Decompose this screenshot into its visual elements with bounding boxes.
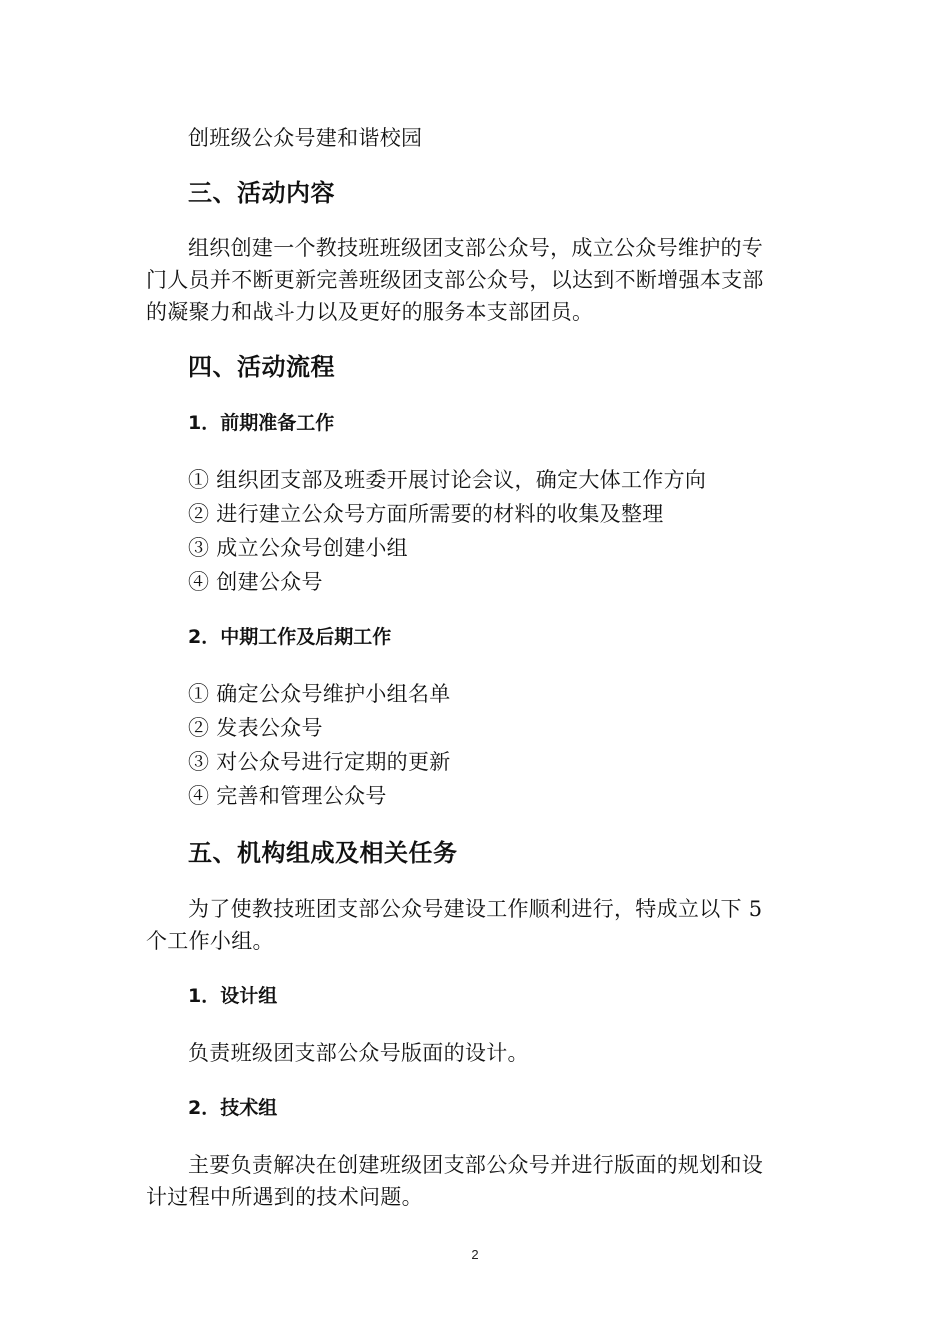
subsection-heading: 1．设计组 bbox=[188, 985, 278, 1007]
body-line: 组织创建一个教技班班级团支部公众号，成立公众号维护的专 bbox=[188, 236, 764, 260]
body-line: 创班级公众号建和谐校园 bbox=[188, 126, 423, 150]
list-item: ② 发表公众号 bbox=[188, 716, 323, 740]
subsection-heading: 2．中期工作及后期工作 bbox=[188, 626, 392, 648]
section-heading-3: 三、活动内容 bbox=[188, 179, 335, 207]
list-item: ② 进行建立公众号方面所需要的材料的收集及整理 bbox=[188, 502, 664, 526]
body-line: 计过程中所遇到的技术问题。 bbox=[146, 1185, 423, 1209]
list-item: ④ 创建公众号 bbox=[188, 570, 323, 594]
page-number: 2 bbox=[471, 1247, 479, 1262]
subsection-heading: 1．前期准备工作 bbox=[188, 412, 335, 434]
body-line: 的凝聚力和战斗力以及更好的服务本支部团员。 bbox=[146, 300, 594, 324]
body-line: 负责班级团支部公众号版面的设计。 bbox=[188, 1041, 529, 1065]
list-item: ① 确定公众号维护小组名单 bbox=[188, 682, 451, 706]
body-line: 门人员并不断更新完善班级团支部公众号，以达到不断增强本支部 bbox=[146, 268, 764, 292]
list-item: ① 组织团支部及班委开展讨论会议，确定大体工作方向 bbox=[188, 468, 707, 492]
body-line: 为了使教技班团支部公众号建设工作顺利进行，特成立以下 5 bbox=[188, 897, 763, 921]
section-heading-5: 五、机构组成及相关任务 bbox=[188, 839, 458, 867]
subsection-heading: 2．技术组 bbox=[188, 1097, 278, 1119]
body-line: 主要负责解决在创建班级团支部公众号并进行版面的规划和设 bbox=[188, 1153, 764, 1177]
section-heading-4: 四、活动流程 bbox=[188, 353, 335, 381]
body-line: 个工作小组。 bbox=[146, 929, 274, 953]
list-item: ④ 完善和管理公众号 bbox=[188, 784, 387, 808]
list-item: ③ 对公众号进行定期的更新 bbox=[188, 750, 451, 774]
list-item: ③ 成立公众号创建小组 bbox=[188, 536, 408, 560]
